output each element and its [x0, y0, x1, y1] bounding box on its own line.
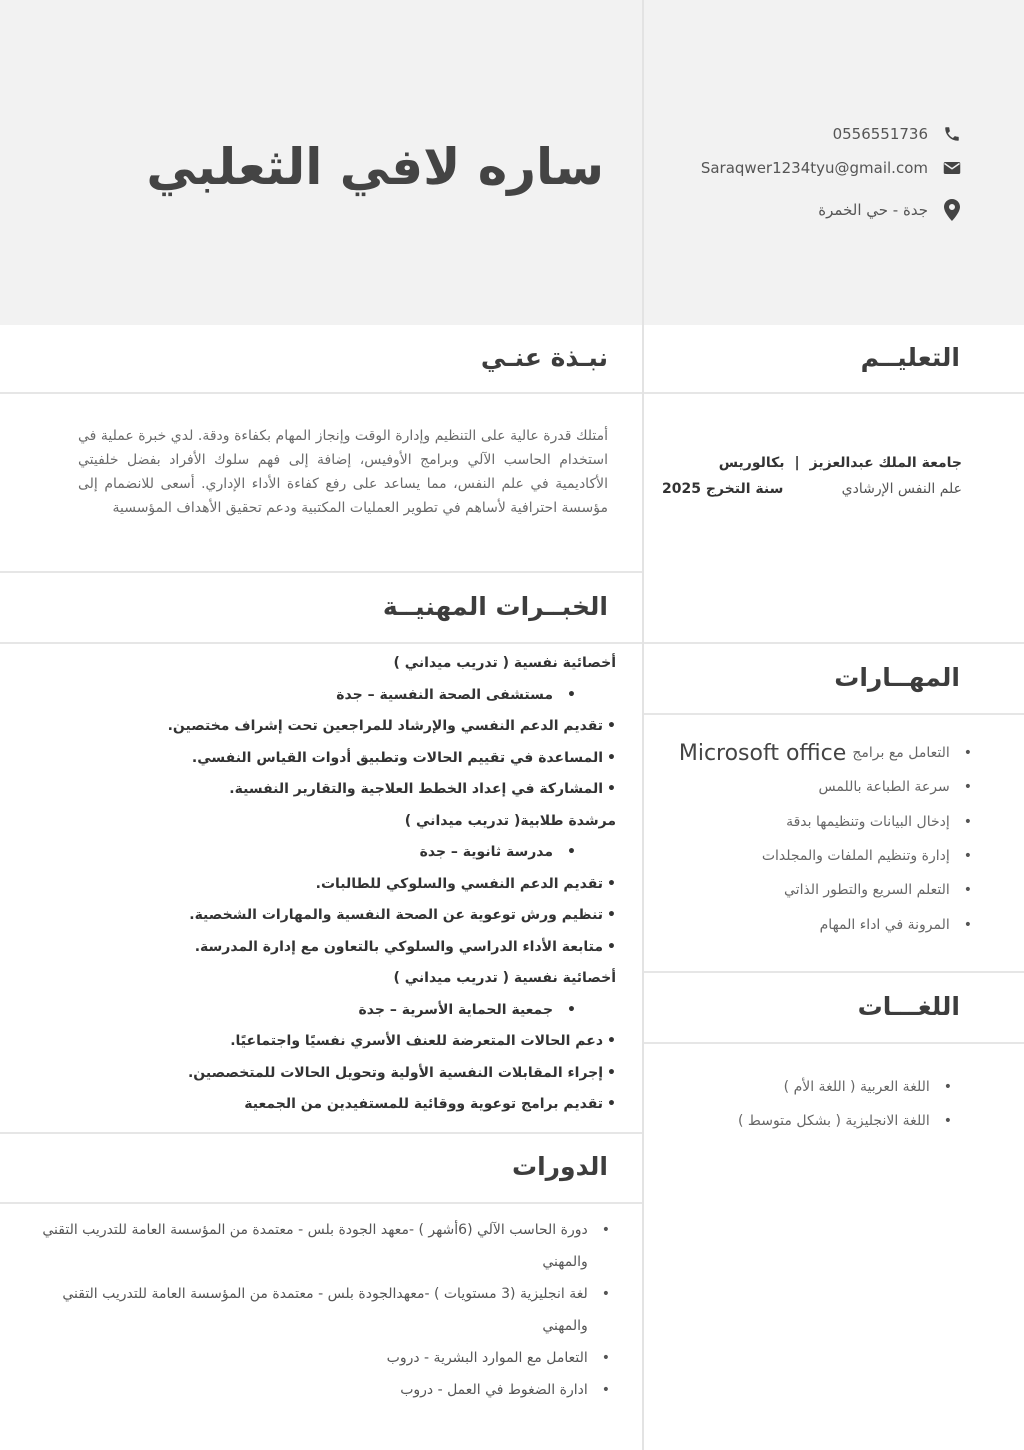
- experience-role: مرشدة طلابية( تدريب ميداني ): [404, 812, 616, 829]
- section-title-courses: الدورات: [511, 1152, 608, 1181]
- experience-task: • تنظيم ورش توعوية عن الصحة النفسية والمهارات الشخصية.: [56, 900, 616, 932]
- courses-list: [40, 1214, 610, 1406]
- about-paragraph: أمتلك قدرة عالية على التنظيم وإدارة الوقت وإنجاز المهام بكفاءة ودقة. لدي خبرة عملية في استخدام الحاسب الآلي وبرامج الأوفيس، إضافة إلى فهم سلوك الأفراد بفضل خلفيتي الأكاديمية في علم النفس، مما يساعد على رفع كفاءة الأداء الإداري. أسعى للانضمام إلى مؤسسة احترافية لأساهم في تطوير العمليات المكتبية ودعم تحقيق الأهداف المؤسسية: [78, 428, 608, 516]
- skill-item: • سرعة الطباعة باللمس: [672, 770, 972, 804]
- experience-role: أخصائية نفسية ( تدريب ميداني ): [393, 655, 616, 671]
- experience-task: • إجراء المقابلات النفسية الأولية وتحويل الحالات للمتخصصين.: [56, 1058, 616, 1090]
- envelope-icon: [942, 158, 962, 178]
- rule: [0, 392, 642, 394]
- experience-task: • تقديم برامج توعوية ووقائية للمستفيدين من الجمعية: [56, 1089, 616, 1121]
- skill-office-name: Microsoft office: [678, 740, 847, 766]
- education-entry: [662, 450, 962, 502]
- experience-task: • تقديم الدعم النفسي والسلوكي للطالبات.: [56, 869, 616, 901]
- contact-phone[interactable]: [833, 124, 962, 144]
- skill-item: • إدارة وتنظيم الملفات والمجلدات: [672, 839, 972, 873]
- section-title-languages: اللغـــات: [857, 992, 960, 1021]
- course-item: [40, 1374, 610, 1406]
- section-title-experience: الخبــرات المهنيــة: [382, 592, 608, 621]
- course-item: [40, 1214, 610, 1278]
- experience-role: أخصائية نفسية ( تدريب ميداني ): [393, 970, 616, 986]
- course-text: • لغة انجليزية (3 مستويات ) -معهدالجودة بلس - معتمدة من المؤسسة العامة للتدريب التقني والمهني: [62, 1286, 588, 1334]
- course-text: • ادارة الضغوط في العمل - دروب: [400, 1382, 588, 1398]
- graduation-year: سنة التخرج 2025: [662, 481, 784, 497]
- skills-list: [672, 736, 972, 942]
- separator: |: [794, 455, 800, 471]
- experience-place: • مدرسة ثانوية – جدة: [56, 837, 616, 869]
- skill-item: • إدخال البيانات وتنظيمها بدقة: [672, 805, 972, 839]
- language-item: • اللغة الانجليزية ( بشكل متوسط ): [652, 1104, 952, 1138]
- email-address: Saraqwer1234tyu@gmail.com: [700, 159, 928, 177]
- phone-number: 0556551736: [832, 125, 928, 143]
- rule: [644, 642, 1024, 644]
- experience-place: • جمعية الحماية الأسرية – جدة: [56, 995, 616, 1027]
- section-title-about: نبـذة عنـي: [480, 343, 608, 372]
- location-pin-icon: [942, 200, 962, 220]
- course-text: • التعامل مع الموارد البشرية - دروب: [386, 1350, 588, 1366]
- experience-task: • المشاركة في إعداد الخطط العلاجية والتقارير النفسية.: [56, 774, 616, 806]
- rule: [0, 1202, 642, 1204]
- contact-email[interactable]: [701, 158, 962, 178]
- degree-name: بكالوريس: [718, 455, 785, 471]
- experience-task: • المساعدة في تقييم الحالات وتطبيق أدوات القياس النفسي.: [56, 743, 616, 775]
- experience-task: • تقديم الدعم النفسي والإرشاد للمراجعين تحت إشراف مختصين.: [56, 711, 616, 743]
- rule: [0, 1132, 642, 1134]
- major-name: علم النفس الإرشادي: [841, 481, 962, 497]
- experience-list: [56, 648, 616, 1121]
- skill-office-prefix: • التعامل مع برامج: [852, 745, 950, 762]
- candidate-name: ساره لافي الثعلبي: [146, 138, 604, 196]
- section-title-skills: المهــارات: [834, 663, 960, 692]
- location-text: جدة - حي الخمرة: [818, 201, 928, 219]
- course-text: • دورة الحاسب الآلي (6أشهر ) -معهد الجودة بلس - معتمدة من المؤسسة العامة للتدريب التقني والمهني: [42, 1222, 588, 1270]
- phone-icon: [942, 124, 962, 144]
- rule: [0, 571, 642, 573]
- skill-item: [672, 736, 972, 770]
- skill-item: • المرونة في اداء المهام: [672, 907, 972, 941]
- section-title-education: التعليــم: [860, 343, 960, 372]
- rule: [644, 713, 1024, 715]
- experience-place: • مستشفى الصحة النفسية – جدة: [56, 680, 616, 712]
- university-name: جامعة الملك عبدالعزيز: [809, 455, 962, 471]
- skill-item: • التعلم السريع والتطور الذاتي: [672, 873, 972, 907]
- experience-task: • متابعة الأداء الدراسي والسلوكي بالتعاون مع إدارة المدرسة.: [56, 932, 616, 964]
- rule: [0, 642, 642, 644]
- rule: [644, 392, 1024, 394]
- rule: [644, 1042, 1024, 1044]
- languages-list: [652, 1070, 952, 1138]
- language-item: • اللغة العربية ( اللغة الأم ): [652, 1070, 952, 1104]
- rule: [644, 971, 1024, 973]
- experience-task: • دعم الحالات المتعرضة للعنف الأسري نفسيًا واجتماعيًا.: [56, 1026, 616, 1058]
- course-item: [40, 1342, 610, 1374]
- column-divider: [642, 0, 644, 1450]
- course-item: [40, 1278, 610, 1342]
- contact-location: [818, 200, 962, 220]
